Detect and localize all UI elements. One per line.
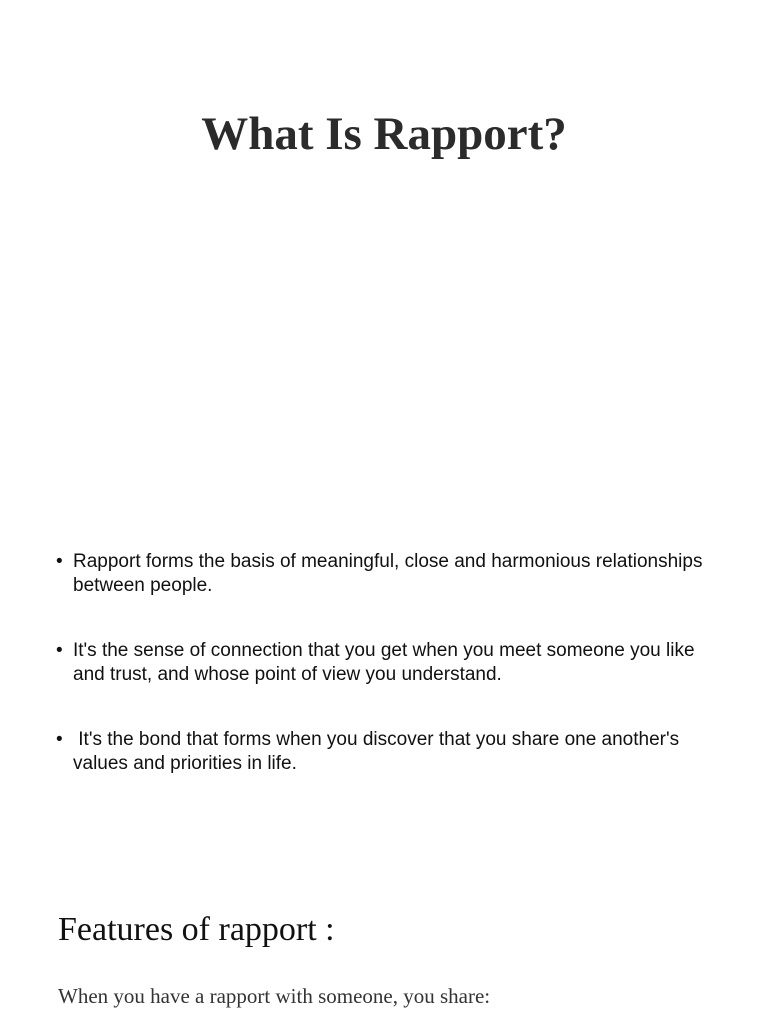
features-heading: Features of rapport : <box>58 911 335 948</box>
features-intro: When you have a rapport with someone, you share: <box>58 984 491 1008</box>
bullet-text: It's the sense of connection that you get when you meet someone you like and trust, and whose point of view you understand. <box>73 640 695 685</box>
page-title: What Is Rapport? <box>201 108 567 160</box>
bullet-list <box>56 550 706 817</box>
list-item <box>56 550 706 598</box>
bullet-marker: • <box>56 729 63 750</box>
bullet-marker: • <box>56 640 63 661</box>
bullet-text: It's the bond that forms when you discover that you share one another's values and priorities in life. <box>73 729 685 774</box>
list-item <box>56 728 706 776</box>
list-item <box>56 639 706 687</box>
bullet-marker: • <box>56 551 63 572</box>
bullet-text: Rapport forms the basis of meaningful, close and harmonious relationships between people. <box>73 551 703 596</box>
